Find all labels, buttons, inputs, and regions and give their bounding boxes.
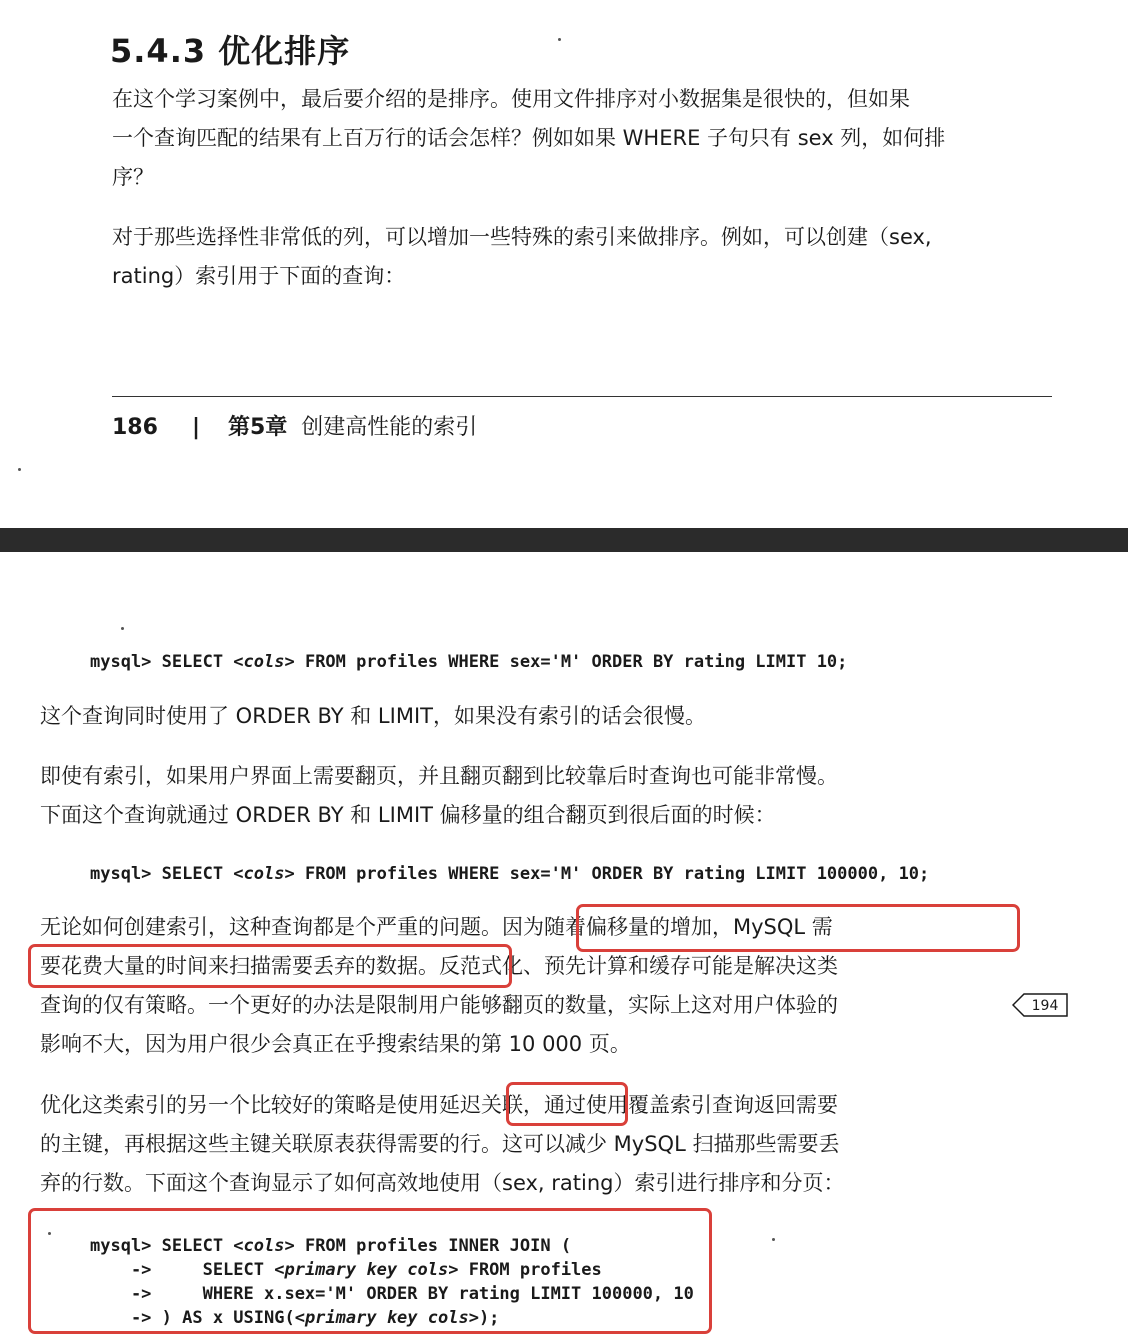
speck [772,1238,775,1241]
chapter-number: 第5章 [227,415,288,440]
text-line: 一个查询匹配的结果有上百万行的话会怎样？例如如果 WHERE 子句只有 sex 列，如何排 [112,126,946,150]
code-text: ); [478,1308,500,1328]
code-placeholder: <primary key cols> [274,1260,459,1280]
highlight-box-deferred-join-code [28,1208,712,1334]
text-line: 弃的行数。下面这个查询显示了如何高效地使用（sex, rating）索引进行排序和分页： [40,1171,845,1195]
code-placeholder: <cols> [233,864,295,884]
page-number: 186 [112,415,158,440]
code-block-limit-offset [90,862,929,886]
code-text: -> ) AS x USING( [90,1308,295,1328]
order-limit-paragraph [40,697,706,736]
code-text: mysql> SELECT [90,652,234,672]
intro-paragraph [112,80,945,197]
highlight-box-deferred-join [506,1082,628,1126]
footer-rule [112,396,1052,397]
code-text: mysql> SELECT [90,1236,234,1256]
text-line: 在这个学习案例中，最后要介绍的是排序。使用文件排序对小数据集是很快的，但如果 [112,87,910,111]
text-line: 影响不大，因为用户很少会真正在乎搜索结果的第 10 000 页。 [40,1032,631,1056]
code-text: FROM profiles INNER JOIN ( [294,1236,572,1256]
speck [121,627,124,630]
text-line: 查询的仅有策略。一个更好的办法是限制用户能够翻页的数量，实际上这对用户体验的 [40,993,838,1017]
page-divider [0,528,1128,552]
speck [558,38,561,41]
text-line: rating）索引用于下面的查询： [112,264,406,288]
pagination-paragraph [40,757,838,835]
code-text: FROM profiles WHERE sex='M' ORDER BY rating LIMIT 100000, 10; [294,864,930,884]
text-line: 序？ [112,165,154,189]
footer-separator: | [191,415,200,440]
code-text: -> SELECT [90,1260,275,1280]
code-block-limit-10 [90,650,847,674]
text-line: 下面这个查询就通过 ORDER BY 和 LIMIT 偏移量的组合翻页到很后面的时候： [40,803,776,827]
code-text: FROM profiles [458,1260,602,1280]
text-line: 优化这类索引的另一个比较好的策略是使用延迟关联，通过使用覆盖索引查询返回需要 [40,1093,838,1117]
text-line: 无论如何创建索引，这种查询都是个严重的问题。因为随着偏移量的增加，MySQL 需 [40,915,833,939]
text-line: 这个查询同时使用了 ORDER BY 和 LIMIT，如果没有索引的话会很慢。 [40,704,706,728]
text-line: 即使有索引，如果用户界面上需要翻页，并且翻页翻到比较靠后时查询也可能非常慢。 [40,764,838,788]
highlight-box-scan-discard [28,944,512,988]
highlight-box-offset-growth [576,904,1020,952]
code-placeholder: <cols> [233,1236,295,1256]
index-paragraph [112,218,932,296]
text-line: 要花费大量的时间来扫描需要丢弃的数据。反范式化、预先计算和缓存可能是解决这类 [40,954,838,978]
chapter-title: 创建高性能的索引 [301,415,478,440]
section-heading: 5.4.3 优化排序 [110,32,351,70]
page-reference-tag [1012,993,1068,1017]
page-reference-number: 194 [1031,998,1059,1014]
deferred-join-paragraph [40,1086,844,1203]
code-placeholder: <cols> [233,652,295,672]
text-line: 对于那些选择性非常低的列，可以增加一些特殊的索引来做排序。例如，可以创建（sex, [112,225,932,249]
page-reference-tag-shape [1012,993,1068,1017]
page-footer [112,410,477,441]
speck [18,468,21,471]
code-text: -> WHERE x.sex='M' ORDER BY rating LIMIT 100000, 10 [90,1284,694,1304]
code-text: FROM profiles WHERE sex='M' ORDER BY rating LIMIT 10; [294,652,848,672]
text-line: 的主键，再根据这些主键关联原表获得需要的行。这可以减少 MySQL 扫描那些需要丢 [40,1132,840,1156]
code-placeholder: <primary key cols> [294,1308,479,1328]
code-text: mysql> SELECT [90,864,234,884]
